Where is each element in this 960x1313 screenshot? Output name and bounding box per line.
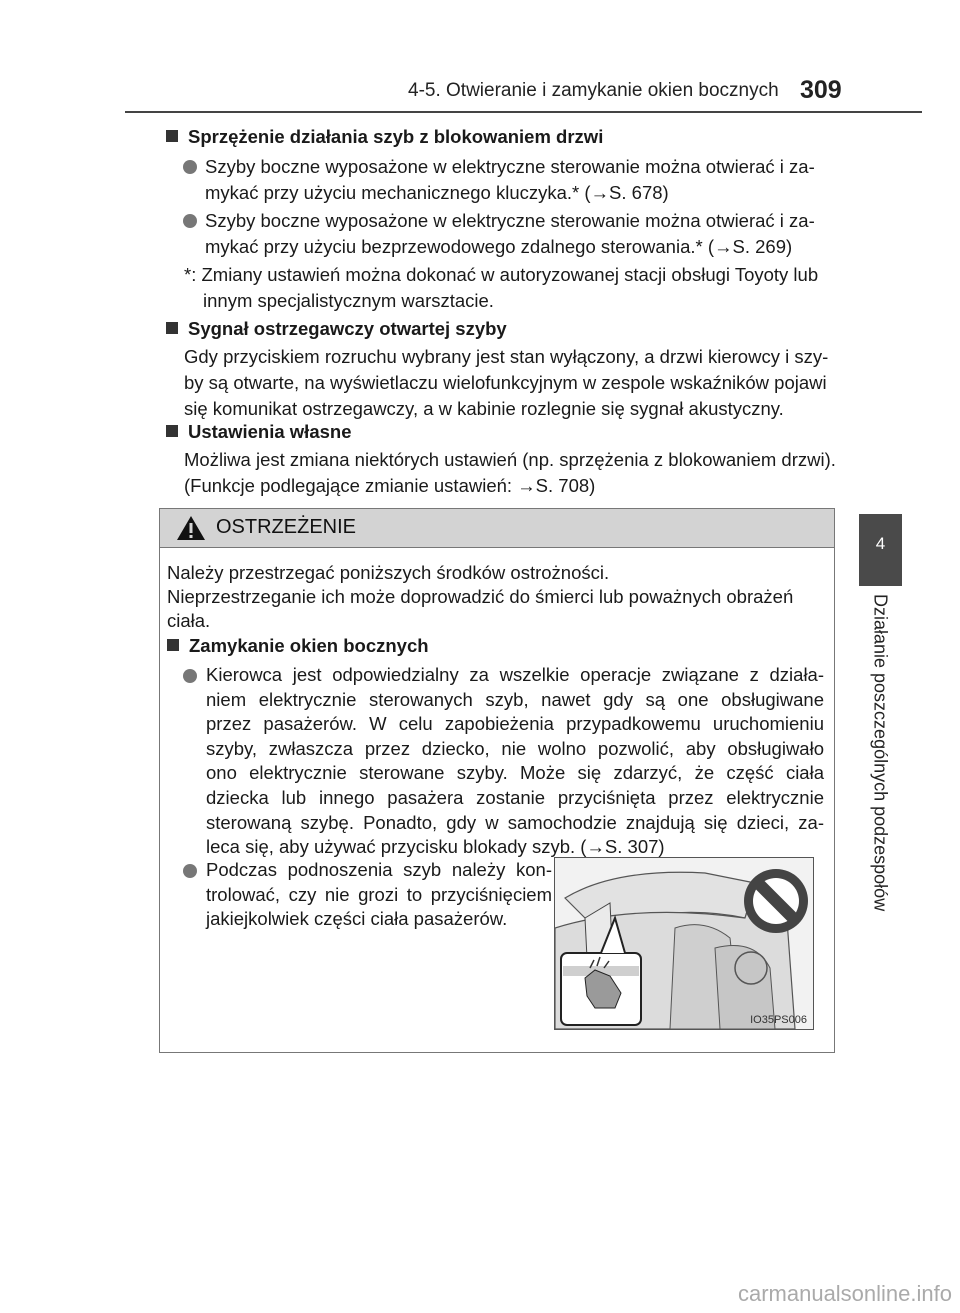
warning-line: szyby, zwłaszcza przez dziecko, nie wolno pozwolić, aby obsługiwało bbox=[206, 737, 824, 759]
body-text: się komunikat ostrzegawczy, a w kabinie rozlegnie się sygnał akustyczny. bbox=[184, 398, 784, 419]
bullet-icon bbox=[183, 669, 197, 683]
warning-line: trolować, czy nie grozi to przyciśnięciem bbox=[206, 883, 552, 905]
chapter-tab: 4 bbox=[859, 514, 902, 586]
illustration-id: IO35PS006 bbox=[750, 1014, 807, 1026]
warning-line: niem elektrycznie sterowanych szyb, nawet gdy są one obsługiwane bbox=[206, 688, 824, 710]
section-title: 4-5. Otwieranie i zamykanie okien bocznych bbox=[408, 80, 779, 101]
footnote: *: Zmiany ustawień można dokonać w autoryzowanej stacji obsługi Toyoty lub bbox=[184, 264, 819, 285]
square-bullet-icon bbox=[166, 130, 178, 142]
warning-subheading: Zamykanie okien bocznych bbox=[167, 633, 429, 659]
warning-line: przez pasażerów. W celu zapobieżenia przypadkowemu uruchomieniu bbox=[206, 713, 824, 735]
warning-line: ono elektrycznie sterowane szyby. Może się zdarzyć, że część ciała bbox=[206, 762, 824, 784]
body-text: (Funkcje podlegające zmianie ustawień: →S. 708) bbox=[184, 475, 596, 496]
body-text: Możliwa jest zmiana niektórych ustawień (np. sprzężenia z blokowaniem drzwi). bbox=[184, 449, 836, 470]
square-bullet-icon bbox=[166, 425, 178, 437]
body-text: mykać przy użyciu mechanicznego kluczyka.* (→S. 678) bbox=[205, 182, 669, 203]
warning-intro: Nieprzestrzeganie ich może doprowadzić do śmierci lub poważnych obrażeń bbox=[167, 586, 794, 607]
square-bullet-icon bbox=[166, 322, 178, 334]
header-divider bbox=[125, 111, 922, 113]
bullet-icon bbox=[183, 214, 197, 228]
warning-line: leca się, aby używać przycisku blokady szyb. (→S. 307) bbox=[206, 836, 665, 858]
bullet-icon bbox=[183, 160, 197, 174]
warning-header bbox=[160, 509, 834, 548]
warning-line: sterowaną szybę. Ponadto, gdy w samochodzie znajdują się dzieci, za- bbox=[206, 811, 824, 833]
warning-line: dziecka lub innego pasażera zostanie przyciśnięta przez elektrycznie bbox=[206, 787, 824, 808]
illustration-window-pinch bbox=[554, 857, 814, 1030]
chapter-title: Działanie poszczególnych podzespołów bbox=[870, 594, 891, 912]
warning-line: jakiejkolwiek części ciała pasażerów. bbox=[206, 908, 508, 930]
warning-triangle-icon bbox=[176, 515, 206, 541]
chapter-side-label bbox=[862, 594, 898, 934]
warning-intro: ciała. bbox=[167, 610, 211, 631]
watermark: carmanualsonline.info bbox=[737, 1281, 952, 1306]
car-interior-illustration bbox=[555, 858, 813, 1029]
warning-title: OSTRZEŻENIE bbox=[216, 516, 357, 538]
warning-line: Podczas podnoszenia szyb należy kon- bbox=[206, 859, 552, 880]
body-text: mykać przy użyciu bezprzewodowego zdalnego sterowania.* (→S. 269) bbox=[205, 236, 793, 257]
bullet-icon bbox=[183, 864, 197, 878]
body-text: Szyby boczne wyposażone w elektryczne sterowanie można otwierać i za- bbox=[205, 156, 815, 177]
section-heading: Sprzężenie działania szyb z blokowaniem drzwi bbox=[166, 124, 603, 150]
section-heading: Ustawienia własne bbox=[166, 419, 351, 445]
warning-line: Kierowca jest odpowiedzialny za wszelkie operacje związane z działa- bbox=[206, 664, 824, 685]
body-text: by są otwarte, na wyświetlaczu wielofunkcyjnym w zespole wskaźników pojawi bbox=[184, 372, 827, 393]
page-number: 309 bbox=[800, 76, 842, 104]
section-heading: Sygnał ostrzegawczy otwartej szyby bbox=[166, 316, 507, 342]
body-text: Szyby boczne wyposażone w elektryczne sterowanie można otwierać i za- bbox=[205, 210, 815, 231]
square-bullet-icon bbox=[167, 639, 179, 651]
footnote: innym specjalistycznym warsztacie. bbox=[203, 290, 494, 311]
warning-intro: Należy przestrzegać poniższych środków ostrożności. bbox=[167, 562, 610, 583]
body-text: Gdy przyciskiem rozruchu wybrany jest stan wyłączony, a drzwi kierowcy i szy- bbox=[184, 346, 829, 367]
